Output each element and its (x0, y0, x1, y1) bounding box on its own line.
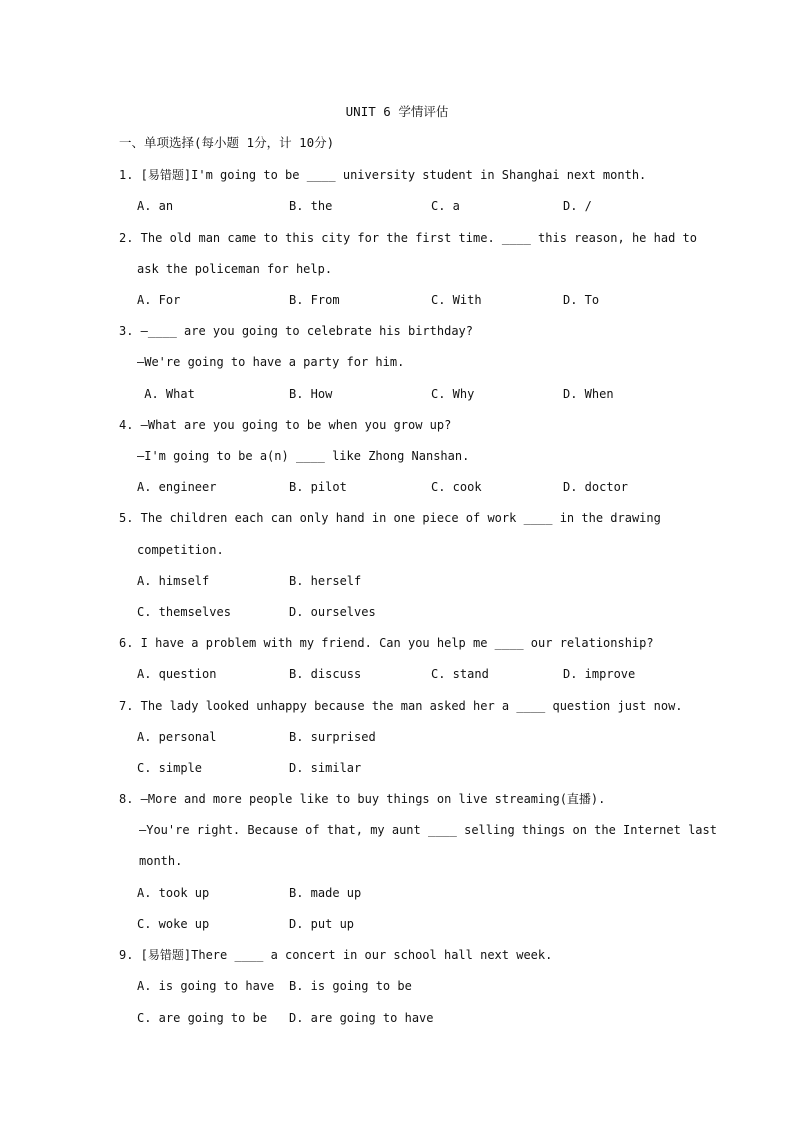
question-stem: 6. I have a problem with my friend. Can you help me ____ our relationship? (119, 636, 654, 650)
answer-option: B. surprised (289, 730, 376, 744)
answer-option: D. improve (563, 667, 636, 681)
answer-option: A. For (137, 293, 181, 307)
answer-option: B. pilot (289, 480, 347, 494)
answer-option: A. is going to have (137, 979, 275, 993)
answer-option: B. the (289, 199, 333, 213)
answer-option: C. stand (431, 667, 489, 681)
answer-option: D. doctor (563, 480, 629, 494)
answer-option: B. made up (289, 886, 362, 900)
answer-option: A. himself (137, 574, 210, 588)
question-stem: 9. [易错题]There ____ a concert in our school hall next week. (119, 948, 553, 962)
answer-option: C. cook (431, 480, 482, 494)
answer-option: B. is going to be (289, 979, 412, 993)
question-stem: 1. [易错题]I'm going to be ____ university student in Shanghai next month. (119, 168, 647, 182)
answer-option: C. themselves (137, 605, 231, 619)
answer-option: B. discuss (289, 667, 362, 681)
question-stem: 2. The old man came to this city for the first time. ____ this reason, he had to (119, 231, 697, 245)
answer-option: C. woke up (137, 917, 210, 931)
answer-option: C. Why (431, 387, 475, 401)
answer-option: A. engineer (137, 480, 217, 494)
question-stem: 4. —What are you going to be when you grow up? (119, 418, 452, 432)
answer-option: A. took up (137, 886, 210, 900)
answer-option: A. an (137, 199, 174, 213)
answer-option: A. What (137, 387, 195, 401)
answer-option: A. personal (137, 730, 217, 744)
answer-option: B. herself (289, 574, 362, 588)
answer-option: D. are going to have (289, 1011, 434, 1025)
question-stem-continued: month. (139, 854, 183, 868)
section-heading: 一、单项选择(每小题 1分，计 10分) (119, 135, 335, 150)
answer-option: C. With (431, 293, 482, 307)
question-stem: 7. The lady looked unhappy because the man asked her a ____ question just now. (119, 699, 683, 713)
answer-option: D. put up (289, 917, 355, 931)
answer-option: C. simple (137, 761, 203, 775)
question-stem-continued: —I'm going to be a(n) ____ like Zhong Nanshan. (137, 449, 470, 463)
question-stem-continued: competition. (137, 543, 224, 557)
question-stem-continued: ask the policeman for help. (137, 262, 333, 276)
answer-option: D. / (563, 199, 592, 213)
answer-option: C. are going to be (137, 1011, 268, 1025)
question-stem: 3. —____ are you going to celebrate his birthday? (119, 324, 474, 338)
answer-option: B. How (289, 387, 333, 401)
question-stem-continued: —We're going to have a party for him. (137, 355, 405, 369)
answer-option: D. When (563, 387, 614, 401)
page-title: UNIT 6 学情评估 (345, 104, 449, 119)
answer-option: D. To (563, 293, 600, 307)
answer-option: C. a (431, 199, 460, 213)
answer-option: B. From (289, 293, 340, 307)
answer-option: D. ourselves (289, 605, 376, 619)
answer-option: D. similar (289, 761, 362, 775)
question-stem: 8. —More and more people like to buy things on live streaming(直播). (119, 792, 606, 806)
question-stem: 5. The children each can only hand in one piece of work ____ in the drawing (119, 511, 661, 525)
question-stem-continued: —You're right. Because of that, my aunt ____ selling things on the Internet last (139, 823, 717, 837)
answer-option: A. question (137, 667, 217, 681)
